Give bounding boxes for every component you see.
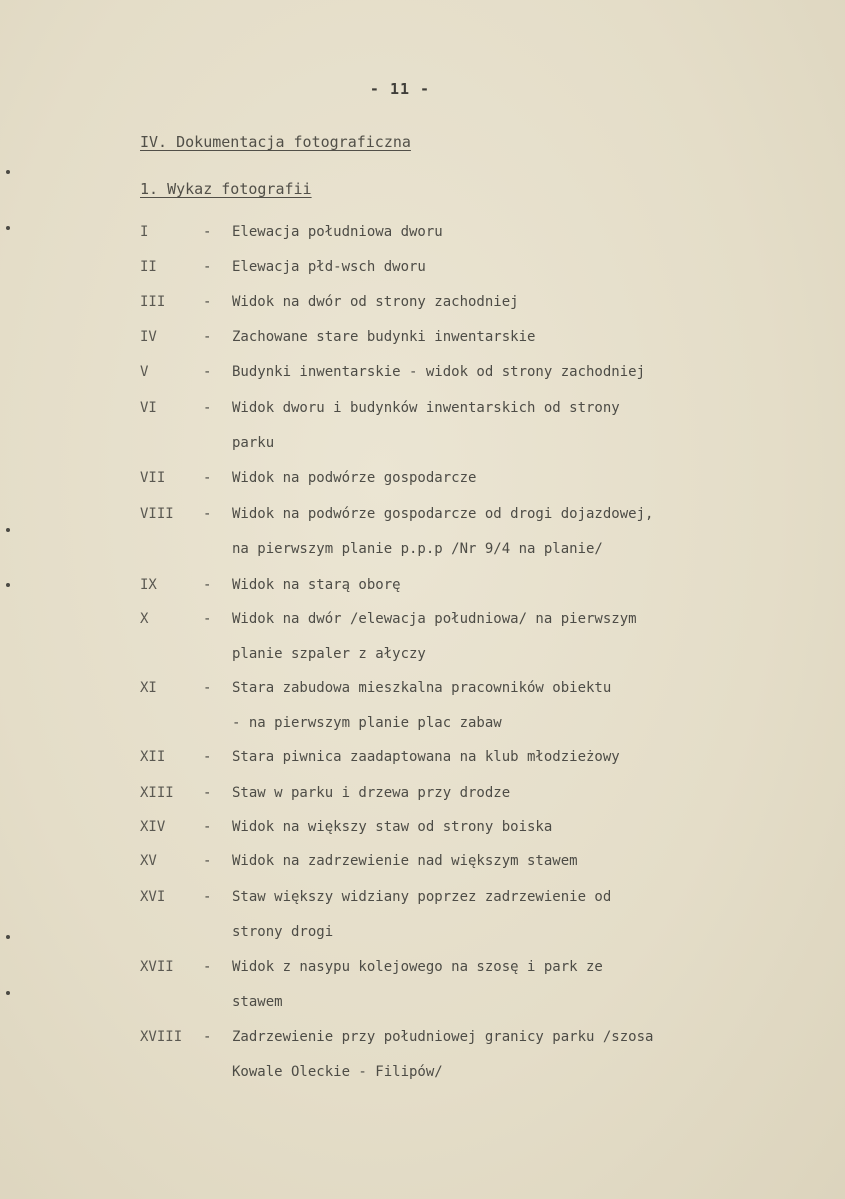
separator-dash: - — [203, 259, 212, 275]
photo-description: Widok na podwórze gospodarcze od drogi dojazdowej, — [232, 506, 654, 522]
photo-list-item — [0, 224, 845, 252]
photo-list-item — [0, 680, 845, 731]
photo-description-continued: planie szpaler z ałyczy — [232, 646, 426, 662]
photo-description: Widok na większy staw od strony boiska — [232, 819, 553, 835]
photo-description: Staw w parku i drzewa przy drodze — [232, 785, 511, 801]
photo-description: Budynki inwentarskie - widok od strony zachodniej — [232, 364, 646, 380]
photo-number: I — [140, 224, 149, 240]
photo-list-item — [0, 294, 845, 322]
photo-number: VII — [140, 470, 166, 486]
photo-list-item — [0, 1029, 845, 1080]
separator-dash: - — [203, 400, 212, 416]
photo-description: Widok na zadrzewienie nad większym stawem — [232, 853, 578, 869]
photo-number: XV — [140, 853, 157, 869]
separator-dash: - — [203, 506, 212, 522]
photo-list-item — [0, 819, 845, 847]
photo-description-continued: parku — [232, 435, 275, 451]
photo-description-continued: strony drogi — [232, 924, 334, 940]
photo-number: XVII — [140, 959, 174, 975]
photo-list-item — [0, 611, 845, 662]
photo-number: X — [140, 611, 149, 627]
photo-description-continued: na pierwszym planie p.p.p /Nr 9/4 na planie/ — [232, 541, 603, 557]
separator-dash: - — [203, 1029, 212, 1045]
photo-number: VIII — [140, 506, 174, 522]
photo-list-item — [0, 959, 845, 1010]
separator-dash: - — [203, 749, 212, 765]
separator-dash: - — [203, 680, 212, 696]
photo-description: Zadrzewienie przy południowej granicy parku /szosa — [232, 1029, 654, 1045]
photo-list-item — [0, 577, 845, 605]
photo-description-continued: - na pierwszym planie plac zabaw — [232, 715, 502, 731]
separator-dash: - — [203, 819, 212, 835]
photo-list-item — [0, 506, 845, 557]
photo-list-item — [0, 853, 845, 881]
binder-hole-mark — [6, 991, 10, 995]
photo-number: IV — [140, 329, 157, 345]
photo-list-item — [0, 749, 845, 777]
photo-number: XIII — [140, 785, 174, 801]
photo-number: V — [140, 364, 149, 380]
photo-description: Widok na dwór od strony zachodniej — [232, 294, 519, 310]
photo-list-item — [0, 470, 845, 498]
photo-description: Widok na podwórze gospodarcze — [232, 470, 477, 486]
photo-description: Elewacja południowa dworu — [232, 224, 443, 240]
separator-dash: - — [203, 959, 212, 975]
photo-list-item — [0, 785, 845, 813]
photo-list-item — [0, 259, 845, 287]
section-title: IV. Dokumentacja fotograficzna — [140, 133, 411, 151]
photo-number: XIV — [140, 819, 166, 835]
separator-dash: - — [203, 364, 212, 380]
photo-description: Widok na dwór /elewacja południowa/ na pierwszym — [232, 611, 637, 627]
photo-description: Staw większy widziany poprzez zadrzewienie od — [232, 889, 612, 905]
separator-dash: - — [203, 470, 212, 486]
separator-dash: - — [203, 577, 212, 593]
photo-description: Widok z nasypu kolejowego na szosę i park ze — [232, 959, 603, 975]
photo-list-item — [0, 364, 845, 392]
photo-number: XVIII — [140, 1029, 183, 1045]
photo-list-item — [0, 329, 845, 357]
photo-description: Stara piwnica zaadaptowana na klub młodzieżowy — [232, 749, 620, 765]
photo-number: XII — [140, 749, 166, 765]
separator-dash: - — [203, 329, 212, 345]
photo-list-item — [0, 400, 845, 451]
separator-dash: - — [203, 294, 212, 310]
separator-dash: - — [203, 785, 212, 801]
photo-number: IX — [140, 577, 157, 593]
separator-dash: - — [203, 224, 212, 240]
subsection-title: 1. Wykaz fotografii — [140, 180, 312, 198]
photo-description: Widok dworu i budynków inwentarskich od strony — [232, 400, 620, 416]
binder-hole-mark — [6, 935, 10, 939]
photo-description: Elewacja płd-wsch dworu — [232, 259, 426, 275]
photo-list-item — [0, 889, 845, 940]
photo-number: VI — [140, 400, 157, 416]
separator-dash: - — [203, 853, 212, 869]
photo-number: II — [140, 259, 157, 275]
photo-description: Widok na starą oborę — [232, 577, 401, 593]
photo-number: XVI — [140, 889, 166, 905]
photo-number: III — [140, 294, 166, 310]
photo-description-continued: Kowale Oleckie - Filipów/ — [232, 1064, 443, 1080]
photo-description-continued: stawem — [232, 994, 283, 1010]
binder-hole-mark — [6, 170, 10, 174]
separator-dash: - — [203, 889, 212, 905]
separator-dash: - — [203, 611, 212, 627]
photo-description: Stara zabudowa mieszkalna pracowników obiektu — [232, 680, 612, 696]
photo-number: XI — [140, 680, 157, 696]
page-number: - 11 - — [369, 80, 431, 98]
photo-description: Zachowane stare budynki inwentarskie — [232, 329, 536, 345]
